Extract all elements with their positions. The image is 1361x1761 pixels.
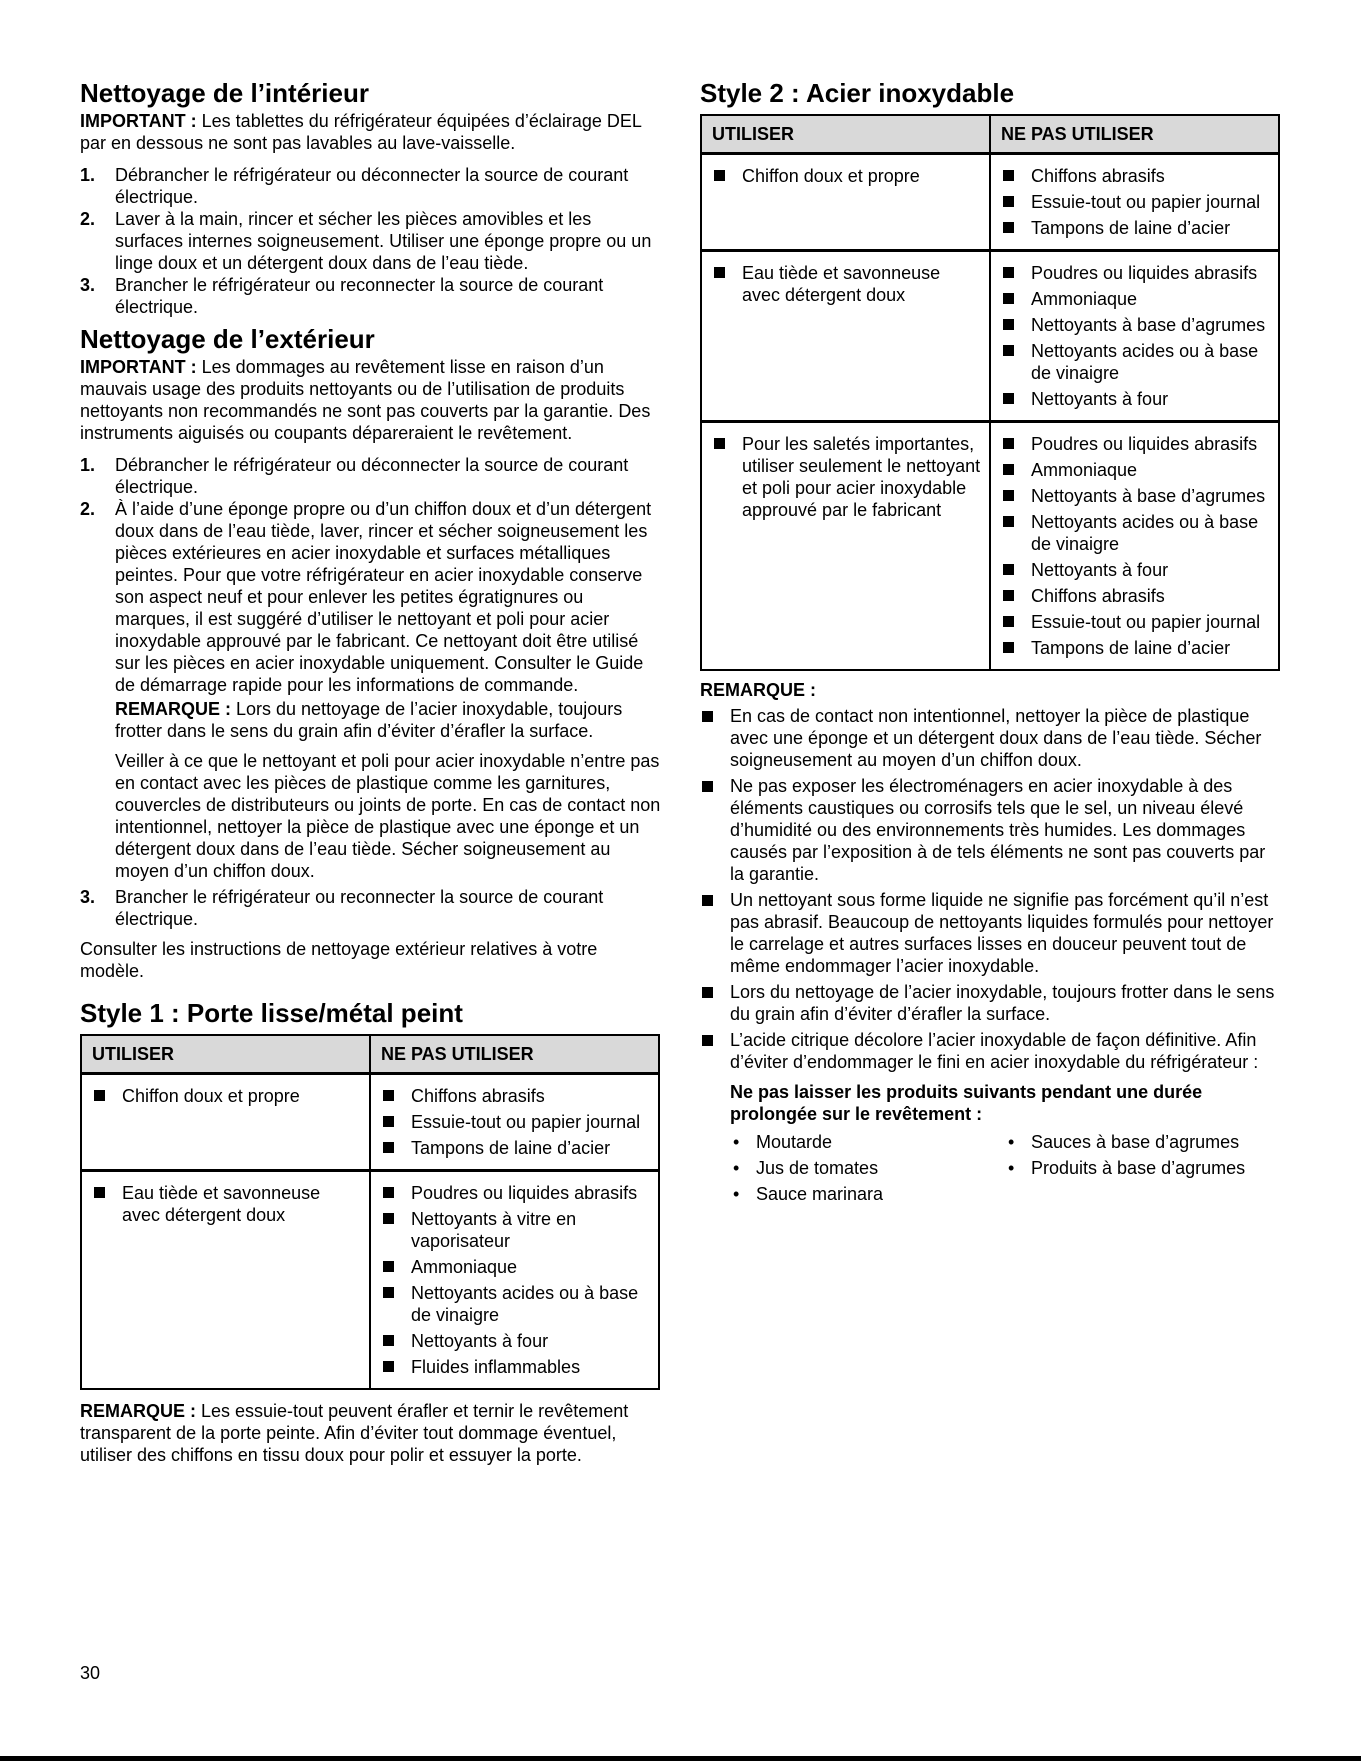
important-label: IMPORTANT :: [80, 357, 197, 377]
step-number: 2.: [80, 499, 96, 519]
col-header-dont: NE PAS UTILISER: [990, 115, 1279, 154]
style2-title: Style 2 : Acier inoxydable: [700, 78, 1015, 108]
list-item: Nettoyants à base d’agrumes: [1001, 314, 1270, 336]
square-bullet-icon: [1003, 564, 1014, 575]
step-text: Débrancher le réfrigérateur ou déconnecter la source de courant électrique.: [115, 165, 629, 207]
square-bullet-icon: [383, 1335, 394, 1346]
dont-cell: [370, 1074, 659, 1171]
list-item: Nettoyants à four: [381, 1330, 650, 1352]
square-bullet-icon: [383, 1142, 394, 1153]
step-number: 2.: [80, 209, 96, 229]
step-text: Brancher le réfrigérateur ou reconnecter la source de courant électrique.: [115, 887, 604, 929]
square-bullet-icon: [1003, 464, 1014, 475]
bullet-dot-icon: •: [733, 1184, 740, 1204]
list-item: Nettoyants à vitre en vaporisateur: [381, 1208, 650, 1252]
list-item: Poudres ou liquides abrasifs: [381, 1182, 650, 1204]
exterior-important: [80, 356, 662, 444]
list-item: • Sauces à base d’agrumes: [1008, 1132, 1240, 1152]
square-bullet-icon: [702, 711, 713, 722]
list-item: Ammoniaque: [381, 1256, 650, 1278]
square-bullet-icon: [1003, 616, 1014, 627]
list-item: [80, 274, 662, 318]
style1-note: [80, 1400, 662, 1466]
square-bullet-icon: [1003, 345, 1014, 356]
table-row: [81, 1171, 659, 1390]
list-item: • Sauce marinara: [733, 1184, 884, 1204]
square-bullet-icon: [94, 1187, 105, 1198]
use-cell: [701, 251, 990, 422]
list-item: L’acide citrique décolore l’acier inoxydable de façon définitive. Afin d’éviter d’endommager le fini en acier inoxydable du réfrigérateur : Ne pas laisser les produits suivants pendant une durée prolongée sur le revêtement :: [700, 1029, 1282, 1125]
interior-important: [80, 110, 662, 154]
square-bullet-icon: [1003, 293, 1014, 304]
square-bullet-icon: [1003, 516, 1014, 527]
style1-title: Style 1 : Porte lisse/métal peint: [80, 998, 463, 1028]
left-column: [80, 0, 662, 1466]
step-text: Brancher le réfrigérateur ou reconnecter la source de courant électrique.: [115, 275, 604, 317]
list-item: Poudres ou liquides abrasifs: [1001, 433, 1270, 455]
square-bullet-icon: [702, 987, 713, 998]
use-cell: [81, 1171, 370, 1390]
bullet-dot-icon: •: [1008, 1158, 1015, 1178]
square-bullet-icon: [1003, 170, 1014, 181]
step-note: [115, 698, 662, 742]
table-row: [81, 1074, 659, 1171]
use-cell: [701, 154, 990, 251]
square-bullet-icon: [1003, 319, 1014, 330]
list-item: Chiffon doux et propre: [712, 165, 981, 187]
step-number: 3.: [80, 887, 96, 907]
list-item: [80, 208, 662, 274]
list-item: Tampons de laine d’acier: [381, 1137, 650, 1159]
list-item: Nettoyants acides ou à base de vinaigre: [1001, 340, 1270, 384]
step-text: À l’aide d’une éponge propre ou d’un chiffon doux et d’un détergent doux dans de l’eau tiède, laver, rincer et sécher soigneusement les pièces extérieures en acier inoxydable et surfaces métalliques peintes. Pour que votre réfrigérateur en acier inoxydable conserve son aspect neuf et pour enlever les petites égratignures ou marques, il est suggéré d’utiliser le nettoyant et poli pour acier inoxydable approuvé par le fabricant. Ce nettoyant doit être utilisé sur les pièces en acier inoxydable uniquement. Consulter le Guide de démarrage rapide pour les informations de commande.: [115, 499, 652, 695]
note-text: Lors du nettoyage de l’acier inoxydable, toujours frotter dans le sens du grain afin d’éviter d’érafler la surface.: [115, 699, 623, 741]
note-text: Les essuie-tout peuvent érafler et ternir le revêtement transparent de la porte peinte. Afin d’éviter tout dommage éventuel, utiliser des chiffons en tissu doux pour polir et essuyer la porte.: [80, 1401, 629, 1465]
list-item: En cas de contact non intentionnel, nettoyer la pièce de plastique avec une éponge et un détergent doux dans de l’eau tiède. Sécher soigneusement au moyen d’un chiffon doux.: [700, 705, 1282, 771]
use-cell: [701, 422, 990, 671]
list-item: Eau tiède et savonneuse avec détergent doux: [92, 1182, 361, 1226]
square-bullet-icon: [714, 170, 725, 181]
interior-steps: [80, 164, 662, 318]
list-item: Ammoniaque: [1001, 288, 1270, 310]
style1-table: [80, 1034, 660, 1390]
square-bullet-icon: [383, 1261, 394, 1272]
square-bullet-icon: [1003, 590, 1014, 601]
list-item: Ne pas exposer les électroménagers en acier inoxydable à des éléments caustiques ou corrosifs tels que le sel, un niveau élevé d’humidité ou des environnements très humides. Les dommages causés par l’exposition à de tels éléments ne sont pas couverts par la garantie.: [700, 775, 1282, 885]
remarque-label: REMARQUE :: [700, 680, 816, 700]
step-text: Laver à la main, rincer et sécher les pièces amovibles et les surfaces internes soigneusement. Utiliser une éponge propre ou un linge doux et un détergent doux dans de l’eau tiède.: [115, 209, 652, 273]
list-item: Pour les saletés importantes, utiliser seulement le nettoyant et poli pour acier inoxydable approuvé par le fabricant: [712, 433, 981, 521]
step-extra: Veiller à ce que le nettoyant et poli pour acier inoxydable n’entre pas en contact avec les pièces de plastique comme les garnitures, couvercles de distributeurs ou joints de porte. En cas de contact non intentionnel, nettoyer la pièce de plastique avec une éponge et un détergent doux dans de l’eau tiède. Sécher soigneusement au moyen d’un chiffon doux.: [115, 751, 661, 881]
list-item: Tampons de laine d’acier: [1001, 217, 1270, 239]
square-bullet-icon: [1003, 222, 1014, 233]
list-item: • Jus de tomates: [733, 1158, 879, 1178]
list-item: Essuie-tout ou papier journal: [381, 1111, 650, 1133]
list-item: Tampons de laine d’acier: [1001, 637, 1270, 659]
list-item: Nettoyants acides ou à base de vinaigre: [381, 1282, 650, 1326]
use-cell: [81, 1074, 370, 1171]
list-item: Nettoyants à base d’agrumes: [1001, 485, 1270, 507]
square-bullet-icon: [1003, 490, 1014, 501]
list-item: Essuie-tout ou papier journal: [1001, 611, 1270, 633]
col-header-use: UTILISER: [701, 115, 990, 154]
important-text: Les dommages au revêtement lisse en raison d’un mauvais usage des produits nettoyants ou de l’utilisation de produits nettoyants non recommandés ne sont pas couverts par la garantie. Des instruments aiguisés ou coupants dépareraient le revêtement.: [80, 357, 651, 443]
list-item: Ammoniaque: [1001, 459, 1270, 481]
list-item: Chiffons abrasifs: [1001, 585, 1270, 607]
list-item: • Produits à base d’agrumes: [1008, 1158, 1246, 1178]
step-number: 1.: [80, 165, 96, 185]
exterior-steps: [80, 454, 662, 930]
square-bullet-icon: [94, 1090, 105, 1101]
step-number: 3.: [80, 275, 96, 295]
note-label: REMARQUE :: [115, 699, 231, 719]
table-row: [701, 251, 1279, 422]
table-row: [701, 422, 1279, 671]
step-number: 1.: [80, 455, 96, 475]
square-bullet-icon: [702, 895, 713, 906]
bullet-dot-icon: •: [733, 1158, 740, 1178]
list-item: Fluides inflammables: [381, 1356, 650, 1378]
list-item: Chiffons abrasifs: [1001, 165, 1270, 187]
square-bullet-icon: [702, 1035, 713, 1046]
square-bullet-icon: [383, 1287, 394, 1298]
list-item: [80, 886, 662, 930]
square-bullet-icon: [1003, 438, 1014, 449]
dont-cell: [990, 251, 1279, 422]
page-number: 30: [80, 1663, 101, 1683]
warning-text: Ne pas laisser les produits suivants pendant une durée prolongée sur le revêtement :: [730, 1082, 1203, 1124]
right-column: [700, 0, 1282, 1209]
step-text: Débrancher le réfrigérateur ou déconnecter la source de courant électrique.: [115, 455, 629, 497]
consult-text: Consulter les instructions de nettoyage extérieur relatives à votre modèle.: [80, 939, 598, 981]
square-bullet-icon: [383, 1116, 394, 1127]
list-item: Nettoyants à four: [1001, 559, 1270, 581]
square-bullet-icon: [383, 1361, 394, 1372]
remarque-list: [700, 705, 1282, 1125]
square-bullet-icon: [714, 267, 725, 278]
exterior-title: Nettoyage de l’extérieur: [80, 324, 375, 354]
note-label: REMARQUE :: [80, 1401, 196, 1421]
list-item: Poudres ou liquides abrasifs: [1001, 262, 1270, 284]
dont-cell: [370, 1171, 659, 1390]
list-item: Un nettoyant sous forme liquide ne signifie pas forcément qu’il n’est pas abrasif. Beaucoup de nettoyants liquides formulés pour nettoyer le carrelage et autres surfaces lisses en douceur peuvent tout de même endommager l’acier inoxydable.: [700, 889, 1282, 977]
col-header-use: UTILISER: [81, 1035, 370, 1074]
important-label: IMPORTANT :: [80, 111, 197, 131]
dont-cell: [990, 154, 1279, 251]
list-item: [80, 498, 662, 882]
col-header-dont: NE PAS UTILISER: [370, 1035, 659, 1074]
square-bullet-icon: [702, 781, 713, 792]
list-item: [80, 164, 662, 208]
list-item: Essuie-tout ou papier journal: [1001, 191, 1270, 213]
bullet-dot-icon: •: [1008, 1132, 1015, 1152]
list-item: • Moutarde: [733, 1132, 833, 1152]
square-bullet-icon: [383, 1090, 394, 1101]
square-bullet-icon: [1003, 196, 1014, 207]
interior-title: Nettoyage de l’intérieur: [80, 78, 369, 108]
table-row: [701, 154, 1279, 251]
list-item: Chiffons abrasifs: [381, 1085, 650, 1107]
products-list: [700, 1131, 1282, 1209]
list-item: [80, 454, 662, 498]
dont-cell: [990, 422, 1279, 671]
list-item: Lors du nettoyage de l’acier inoxydable, toujours frotter dans le sens du grain afin d’éviter d’érafler la surface.: [700, 981, 1282, 1025]
important-text: Les tablettes du réfrigérateur équipées d’éclairage DEL par en dessous ne sont pas lavables au lave-vaisselle.: [80, 111, 642, 153]
square-bullet-icon: [1003, 393, 1014, 404]
square-bullet-icon: [383, 1187, 394, 1198]
square-bullet-icon: [714, 438, 725, 449]
list-item: Eau tiède et savonneuse avec détergent doux: [712, 262, 981, 306]
style2-table: [700, 114, 1280, 671]
square-bullet-icon: [1003, 267, 1014, 278]
square-bullet-icon: [1003, 642, 1014, 653]
bullet-dot-icon: •: [733, 1132, 740, 1152]
list-item: Chiffon doux et propre: [92, 1085, 361, 1107]
list-item: Nettoyants acides ou à base de vinaigre: [1001, 511, 1270, 555]
square-bullet-icon: [383, 1213, 394, 1224]
footer-rule: [0, 1756, 1361, 1761]
list-item: Nettoyants à four: [1001, 388, 1270, 410]
